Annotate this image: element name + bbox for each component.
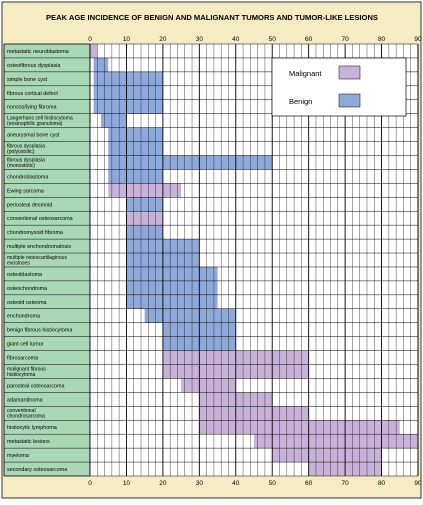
bar-periosteal-desmoid — [126, 197, 162, 211]
row-label: osteoid osteoma — [7, 299, 47, 306]
row-label-line: fibrous dysplasia — [7, 143, 45, 150]
row-label: myeloma — [7, 453, 29, 460]
row-label: enchondroma — [7, 313, 40, 320]
bar-simple-bone-cyst — [94, 72, 163, 86]
bar-aneurysmal-bone-cyst — [108, 128, 163, 142]
tick-label-bottom: 90 — [414, 480, 422, 487]
bar-fibrous-dysplasia-monostotic — [108, 155, 272, 169]
row-label: chondromyxoid fibroma — [7, 230, 64, 237]
row-label-line: malignant fibrous — [7, 366, 46, 373]
row-label-line: conventional — [7, 408, 36, 415]
tick-label-bottom: 70 — [341, 480, 349, 487]
bar-metastatic-lesions — [254, 434, 418, 448]
row-label-line: exostoses — [7, 260, 30, 267]
row-label-line: fibrous dysplasia — [7, 157, 45, 164]
tick-label-top: 50 — [268, 36, 276, 43]
bar-parosteal-osteosarcoma — [181, 378, 236, 392]
tick-label-top: 80 — [377, 36, 386, 43]
tick-label-top: 10 — [122, 36, 131, 43]
bar-myeloma — [272, 448, 381, 462]
tick-label-bottom: 60 — [305, 480, 313, 487]
legend — [272, 58, 406, 116]
tick-label-top: 30 — [195, 36, 203, 43]
row-label: parosteal osteosarcoma — [7, 383, 65, 390]
row-label-line: Langerhans cell histiocytoma — [7, 115, 73, 122]
tick-label-bottom: 20 — [159, 480, 167, 487]
row-label: adamantinoma — [7, 397, 43, 404]
row-label: osteoblastoma — [7, 271, 43, 278]
tick-label-top: 70 — [341, 36, 349, 43]
row-label: aneurysmal bone cyst — [7, 132, 60, 139]
row-label-line: (eosinophilic granuloma) — [7, 121, 63, 128]
row-label: secondary osteosarcoma — [7, 467, 68, 474]
row-label: fibrosarcoma — [7, 355, 39, 362]
tick-label-bottom: 40 — [232, 480, 240, 487]
row-label-line: (polyostotic) — [7, 148, 35, 155]
row-label-line: histiocytoma — [7, 371, 36, 378]
bar-nonossifying-fibroma — [94, 100, 163, 114]
tick-label-top: 0 — [88, 36, 92, 43]
tick-label-top: 90 — [414, 36, 422, 43]
row-label: metastatic neuroblastoma — [7, 48, 69, 55]
bar-osteochondroma — [126, 281, 217, 295]
bar-fibrous-cortical-defect — [94, 86, 163, 100]
bar-conventional-chondrosarcoma — [199, 406, 308, 420]
bar-metastatic-neuroblastoma — [90, 44, 97, 58]
row-label: osteochondroma — [7, 285, 48, 292]
tick-label-top: 20 — [159, 36, 167, 43]
tick-label-bottom: 80 — [377, 480, 386, 487]
bar-histiocytic-lymphoma — [199, 420, 399, 434]
bar-chondroblastoma — [108, 169, 163, 183]
bar-conventional-osteosarcoma — [126, 211, 162, 225]
row-label-line: chondrosarcoma — [7, 413, 45, 420]
bar-osteoid-osteoma — [126, 295, 217, 309]
row-label: metastatic lesions — [7, 439, 50, 446]
row-label: Ewing sarcoma — [7, 188, 44, 195]
row-label-line: (monostotic) — [7, 162, 36, 169]
row-label: conventional osteosarcoma — [7, 216, 73, 223]
tick-label-bottom: 50 — [268, 480, 276, 487]
bar-langerhans-cell-histiocytoma-eosinophilic-granuloma — [101, 114, 127, 128]
bar-osteofibrous-dysplasia — [94, 58, 109, 72]
tick-label-top: 40 — [232, 36, 240, 43]
tick-label-bottom: 0 — [88, 480, 92, 487]
legend-swatch — [339, 66, 360, 79]
bar-chondromyxoid-fibroma — [126, 225, 162, 239]
legend-label: Benign — [289, 97, 313, 106]
tick-label-top: 60 — [305, 36, 313, 43]
row-label: multiple enchondromatosis — [7, 244, 72, 251]
row-label: fibrous cortical defect — [7, 90, 58, 97]
row-label: simple bone cyst — [7, 76, 48, 83]
row-label: benign fibrous histiocytoma — [7, 327, 73, 334]
bar-osteoblastoma — [126, 267, 217, 281]
row-label: giant cell tumor — [7, 341, 44, 348]
row-label-line: multiple osteocartilaginous — [7, 254, 68, 261]
legend-label: Malignant — [289, 69, 322, 78]
tick-label-bottom: 30 — [195, 480, 203, 487]
row-label: nonossifying fibroma — [7, 104, 57, 111]
bar-fibrous-dysplasia-polyostotic — [108, 142, 163, 156]
chart-title: PEAK AGE INCIDENCE OF BENIGN AND MALIGNANT TUMORS AND TUMOR-LIKE LESIONS — [45, 13, 379, 22]
bar-enchondroma — [145, 309, 236, 323]
row-label: osteofibrous dysplasia — [7, 62, 61, 69]
tick-label-bottom: 10 — [122, 480, 131, 487]
row-label: chondroblastoma — [7, 174, 49, 181]
row-label: periosteal desmoid — [7, 202, 53, 209]
row-label: histiocytic lymphoma — [7, 425, 57, 432]
legend-swatch — [339, 94, 360, 107]
